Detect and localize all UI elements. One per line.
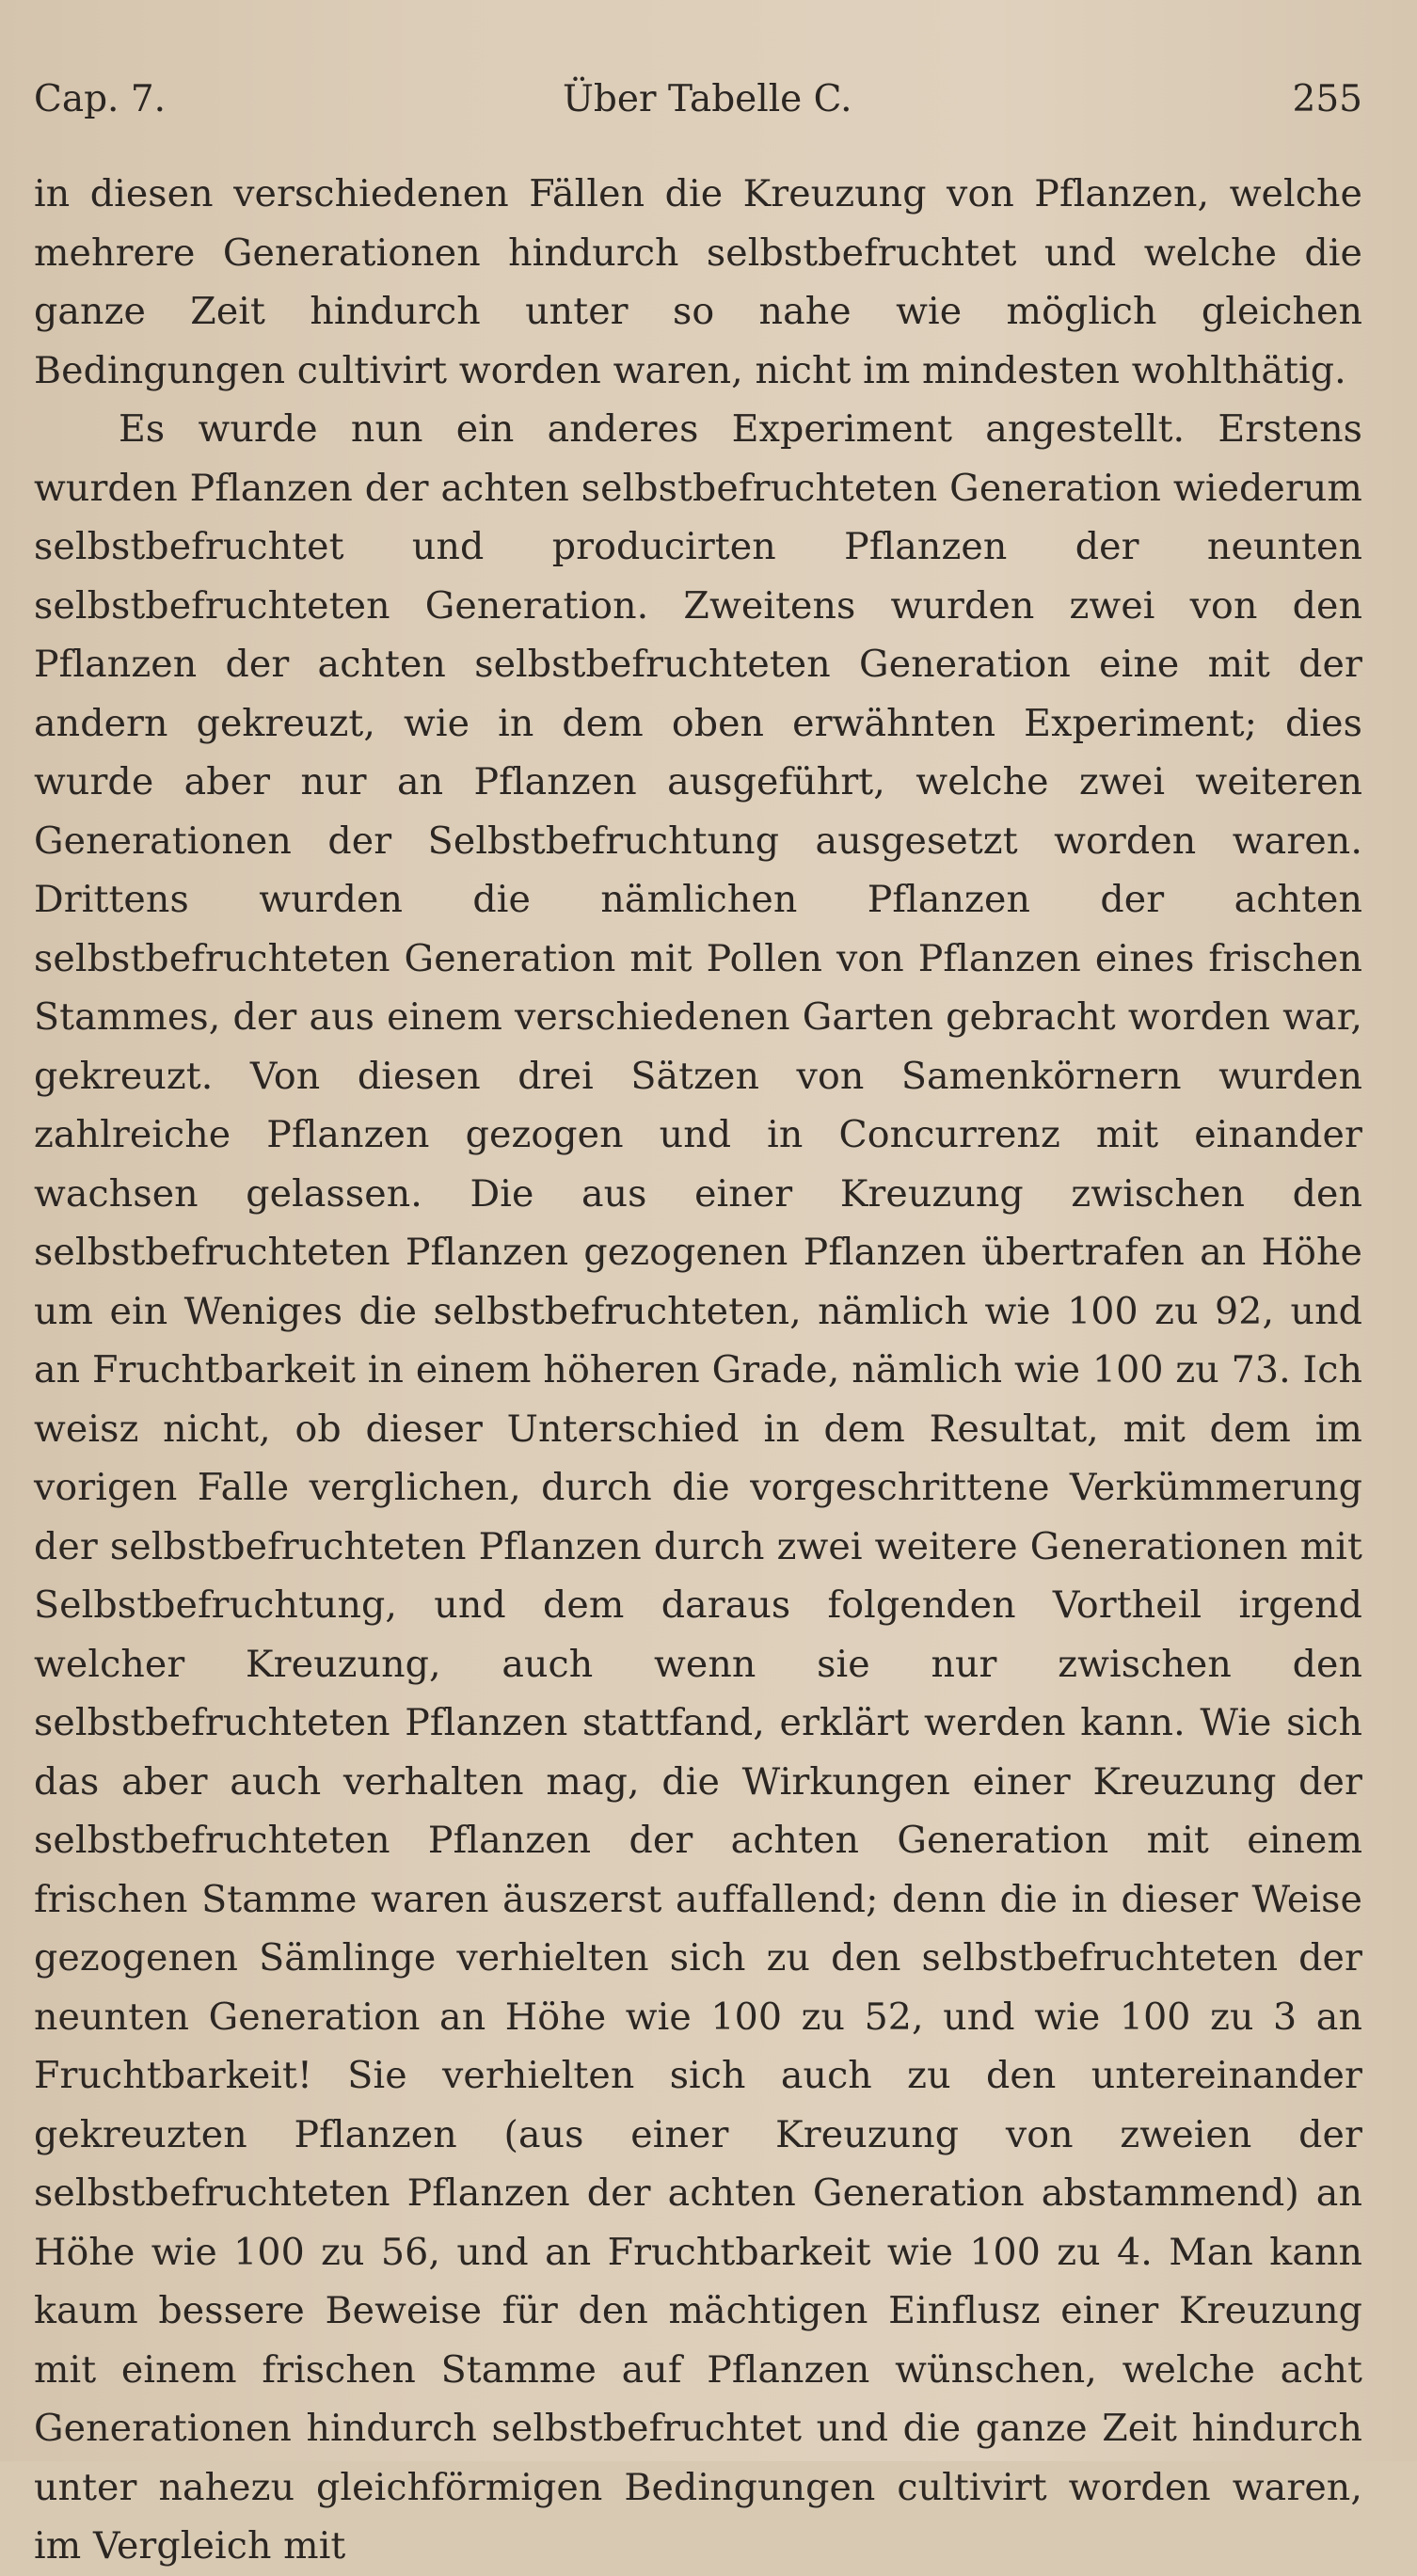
chapter-label: Cap. 7. bbox=[34, 78, 167, 120]
body-text bbox=[34, 165, 1362, 2576]
paragraph: in diesen verschiedenen Fällen die Kreuzung von Pflanzen, welche mehrere Generationen hindurch selbstbefruchtet und welche die ganze Zeit hindurch unter so nahe wie möglich gleichen Bedingungen cultivirt worden waren, nicht im mindesten wohlthätig. bbox=[34, 172, 1362, 392]
running-head bbox=[34, 72, 1362, 128]
page-number: 255 bbox=[1292, 78, 1362, 120]
paragraph: Es wurde nun ein anderes Experiment angestellt. Erstens wurden Pflanzen der achten selbstbefruchteten Generation wiederum selbstbefruchtet und producirten Pflanzen der neunten selbstbefruchteten Generation. Zweitens wurden zwei von den Pflanzen der achten selbstbefruchteten Generation eine mit der andern gekreuzt, wie in dem oben erwähnten Experiment; dies wurde aber nur an Pflanzen ausgeführt, welche zwei weiteren Generationen der Selbstbefruchtung ausgesetzt worden waren. Drittens wurden die nämlichen Pflanzen der achten selbstbefruchteten Generation mit Pollen von Pflanzen eines frischen Stammes, der aus einem verschiedenen Garten gebracht worden war, gekreuzt. Von diesen drei Sätzen von Samenkörnern wurden zahlreiche Pflanzen gezogen und in Concurrenz mit einander wachsen gelassen. Die aus einer Kreuzung zwischen den selbstbefruchteten Pflanzen gezogenen Pflanzen übertrafen an Höhe um ein Weniges die selbstbefruchteten, nämlich wie 100 zu 92, und an Fruchtbarkeit in einem höheren Grade, nämlich wie 100 zu 73. Ich weisz nicht, ob dieser Unterschied in dem Resultat, mit dem im vorigen Falle verglichen, durch die vorgeschrittene Verkümmerung der selbstbefruchteten Pflanzen durch zwei weitere Generationen mit Selbstbefruchtung, und dem daraus folgenden Vortheil irgend welcher Kreuzung, auch wenn sie nur zwischen den selbstbefruchteten Pflanzen stattfand, erklärt werden kann. Wie sich das aber auch verhalten mag, die Wirkungen einer Kreuzung der selbstbefruchteten Pflanzen der achten Generation mit einem frischen Stamme waren äuszerst auffallend; denn die in dieser Weise gezogenen Sämlinge verhielten sich zu den selbstbefruchteten der neunten Generation an Höhe wie 100 zu 52, und wie 100 zu 3 an Fruchtbarkeit! Sie verhielten sich auch zu den untereinander gekreuzten Pflanzen (aus einer Kreuzung von zweien der selbstbefruchteten Pflanzen der achten Generation abstammend) an Höhe wie 100 zu 56, und an Fruchtbarkeit wie 100 zu 4. Man kann kaum bessere Beweise für den mächtigen Einflusz einer Kreuzung mit einem frischen Stamme auf Pflanzen wünschen, welche acht Generationen hindurch selbstbefruchtet und die ganze Zeit hindurch unter nahezu gleichförmigen Bedingungen cultivirt worden waren, im Vergleich mit bbox=[34, 407, 1362, 2568]
section-title: Über Tabelle C. bbox=[563, 78, 852, 120]
